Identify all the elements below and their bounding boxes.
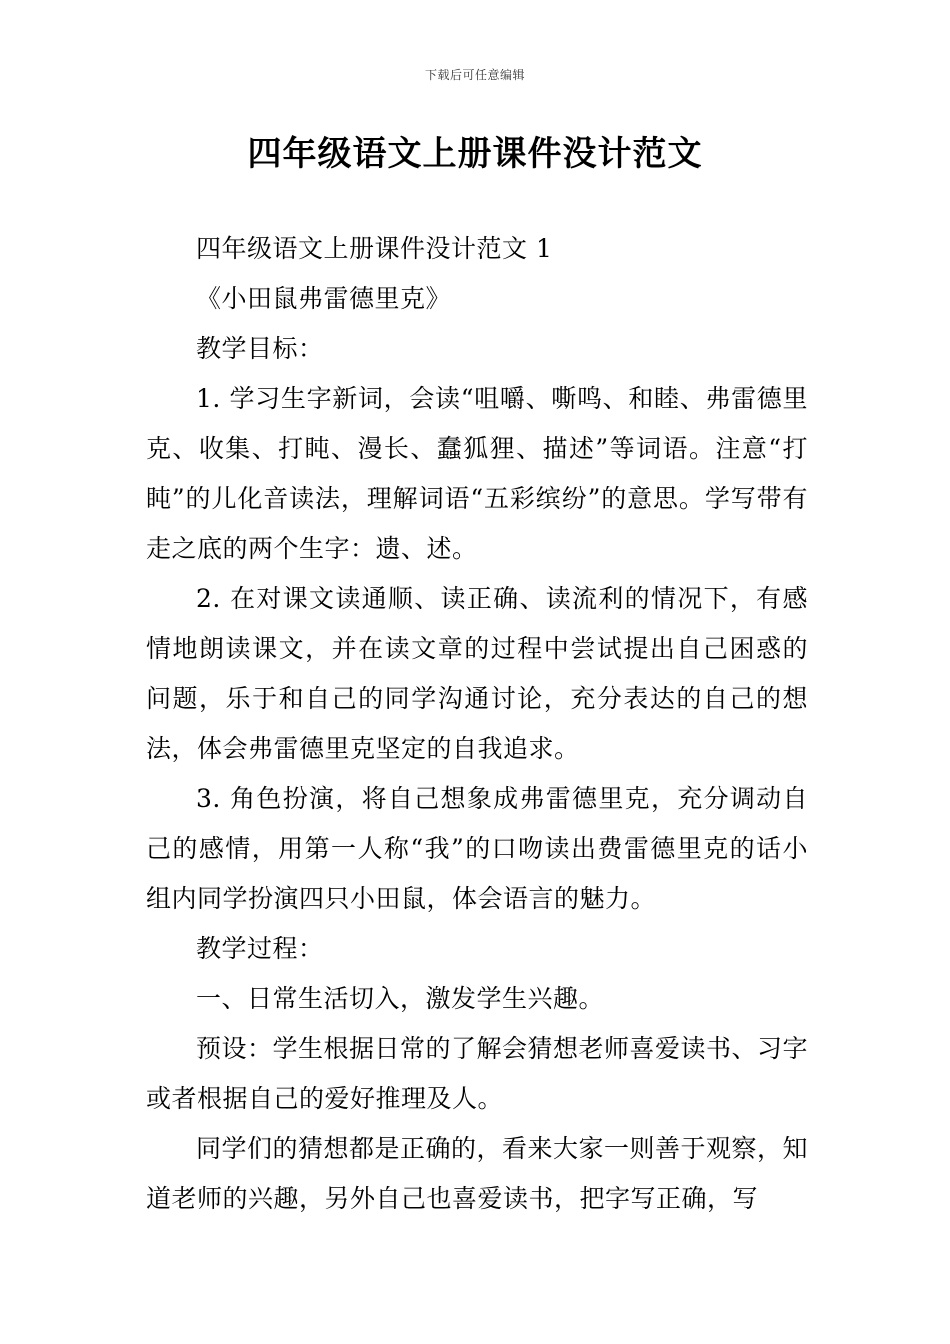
paragraph-goal-1: 1. 学习生字新词，会读“咀嚼、嘶鸣、和睦、弗雷德里克、收集、打盹、漫长、蠢狐狸、描述”等词语。注意“打盹”的儿化音读法，理解词语“五彩缤纷”的意思。学写带有走之底的两个生字：遗、述。 [146, 384, 808, 563]
document-title: 四年级语文上册课件没计范文 [247, 134, 703, 174]
paragraph-step-1: 一、日常生活切入，激发学生兴趣。 [196, 984, 605, 1013]
header-note: 下载后可任意编辑 [424, 68, 525, 82]
paragraph-goals-heading: 教学目标： [196, 334, 324, 363]
paragraph-preset: 预设：学生根据日常的了解会猜想老师喜爱读书、习字或者根据自己的爱好推理及人。 [146, 1034, 809, 1113]
paragraph-goal-3: 3. 角色扮演，将自己想象成弗雷德里克，充分调动自己的感情，用第一人称“我”的口吻读出费雷德里克的话小组内同学扮演四只小田鼠，体会语言的魅力。 [146, 784, 808, 913]
paragraph-goal-2: 2. 在对课文读通顺、读正确、读流利的情况下，有感情地朗读课文，并在读文章的过程中尝试提出自己困惑的问题，乐于和自己的同学沟通讨论，充分表达的自己的想法，体会弗雷德里克坚定的自我追求。 [146, 584, 808, 763]
paragraph-process-heading: 教学过程： [196, 934, 324, 963]
paragraph-subtitle: 四年级语文上册课件没计范文 1 [196, 234, 553, 263]
paragraph-closing: 同学们的猜想都是正确的，看来大家一则善于观察，知道老师的兴趣，另外自己也喜爱读书，把字写正确，写 [146, 1134, 809, 1213]
paragraph-lesson-title: 《小田鼠弗雷德里克》 [196, 284, 452, 313]
document-body [146, 224, 808, 1224]
